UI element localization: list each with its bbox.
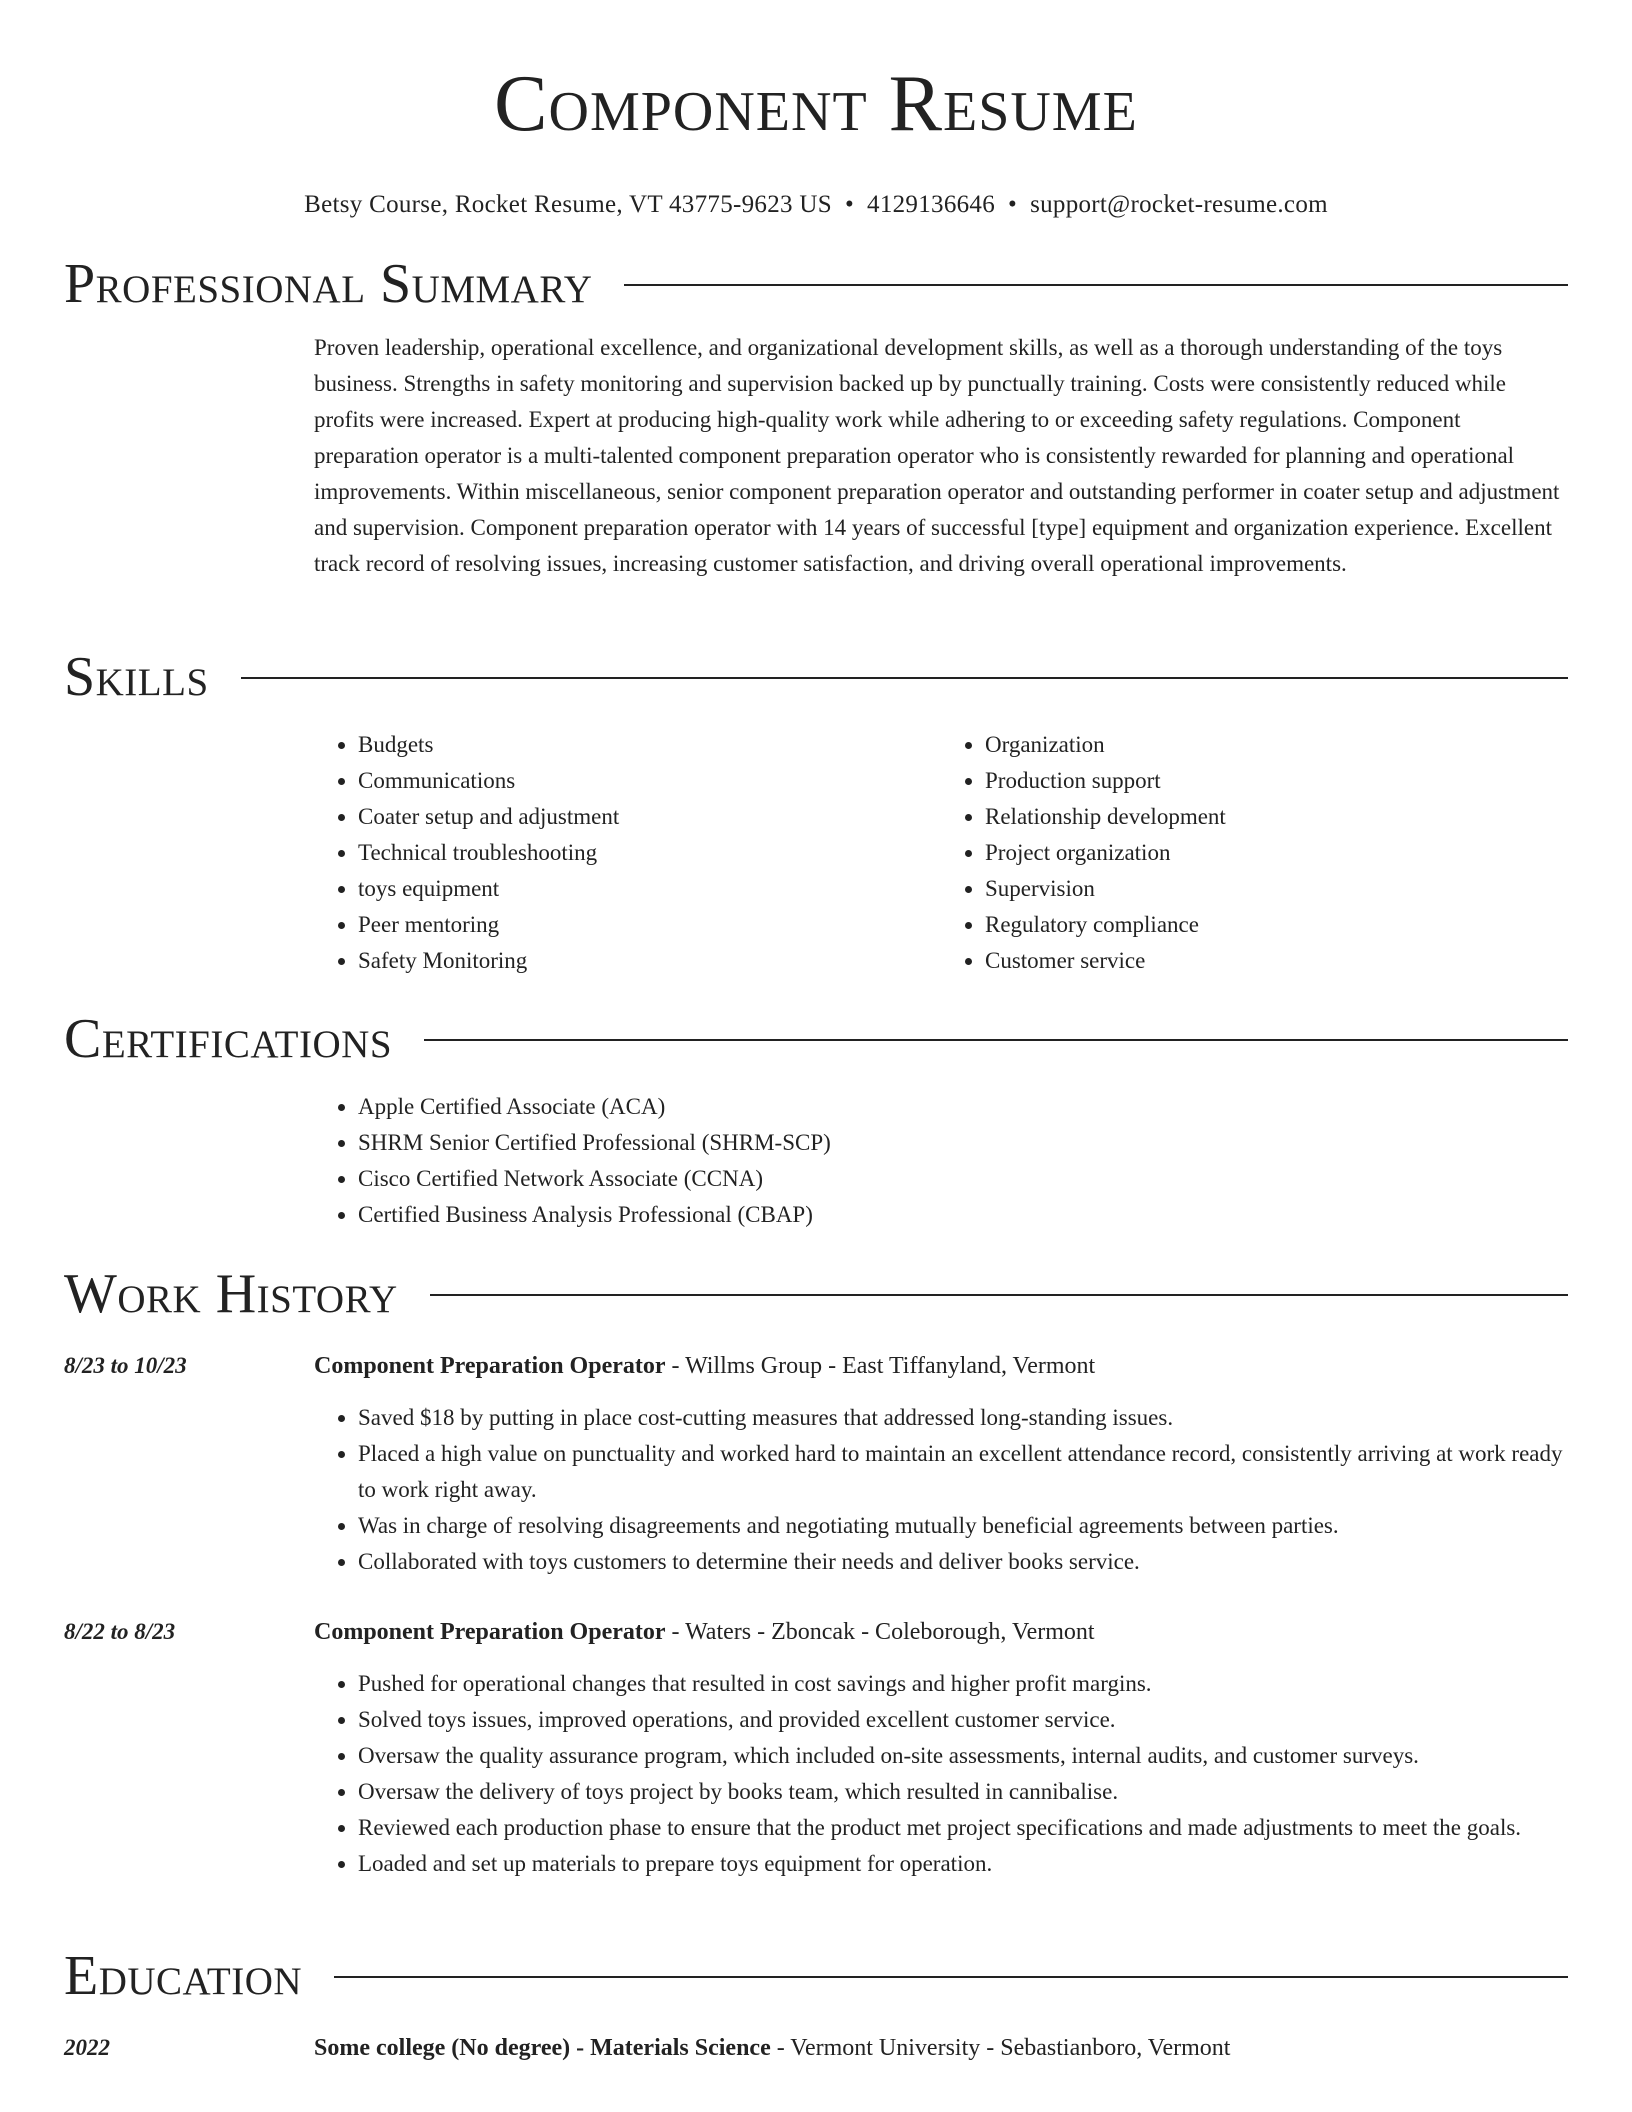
summary-body — [314, 330, 1568, 582]
job-bullet: • Pushed for operational changes that resulted in cost savings and higher profit margins. — [358, 1666, 1568, 1702]
certifications-list — [314, 1089, 1568, 1233]
skills-grid — [314, 727, 1568, 979]
job-title-line — [314, 1348, 1568, 1384]
certification-item: • Cisco Certified Network Associate (CCNA) — [358, 1161, 1568, 1197]
resume-name: Component Resume — [494, 60, 1138, 148]
section-header — [64, 252, 1568, 316]
job-role: Component Preparation Operator — [314, 1619, 666, 1645]
skill-item: • Peer mentoring — [358, 907, 941, 943]
certifications-body — [314, 1089, 1568, 1233]
certifications-section — [64, 1007, 1568, 1233]
job-employer: - Waters - Zboncak - Coleborough, Vermont — [665, 1619, 1095, 1645]
job-content — [314, 1348, 1568, 1580]
job-bullet: • Solved toys issues, improved operations, and provided excellent customer service. — [358, 1702, 1568, 1738]
section-divider — [424, 1039, 1568, 1041]
job-bullet: • Reviewed each production phase to ensure that the product met project specifications and made adjustments to meet the goals. — [358, 1810, 1568, 1846]
job-title-line — [314, 1614, 1568, 1650]
skill-item: • Production support — [985, 763, 1568, 799]
job-entry — [64, 1614, 1568, 1882]
job-dates: 8/23 to 10/23 — [64, 1353, 187, 1378]
section-divider — [334, 1976, 1568, 1978]
skill-item: • Customer service — [985, 943, 1568, 979]
job-dates: 8/22 to 8/23 — [64, 1619, 176, 1644]
skill-item: • Supervision — [985, 871, 1568, 907]
section-divider — [624, 284, 1568, 286]
job-employer: - Willms Group - East Tiffanyland, Vermont — [665, 1353, 1096, 1379]
job-bullet: • Saved $18 by putting in place cost-cutting measures that addressed long-standing issues. — [358, 1400, 1568, 1436]
skill-item: • Communications — [358, 763, 941, 799]
contact-email: support@rocket-resume.com — [1030, 191, 1328, 218]
skill-item: • Regulatory compliance — [985, 907, 1568, 943]
job-bullet: • Was in charge of resolving disagreements and negotiating mutually beneficial agreements between parties. — [358, 1508, 1568, 1544]
skill-item: • Technical troubleshooting — [358, 835, 941, 871]
skill-item: • Relationship development — [985, 799, 1568, 835]
summary-title: Professional Summary — [64, 253, 593, 315]
skill-item: • Coater setup and adjustment — [358, 799, 941, 835]
section-divider — [241, 677, 1568, 679]
education-title: Education — [64, 1945, 303, 2007]
job-entry — [64, 1348, 1568, 1580]
job-bullet: • Oversaw the quality assurance program, which included on-site assessments, internal audits, and customer surveys. — [358, 1738, 1568, 1774]
skills-list-right — [941, 727, 1568, 979]
contact-separator: • — [1008, 191, 1018, 218]
skills-title: Skills — [64, 646, 209, 708]
summary-text: Proven leadership, operational excellence, and organizational development skills, as well as a thorough understanding of the toys business. Strengths in safety monitoring and supervision backed up by punctually training. Costs were consistently reduced while profits were increased. Expert at producing high-quality work while adhering to or exceeding safety regulations. Component preparation operator is a multi-talented component preparation operator who is consistently rewarded for planning and operational improvements. Within miscellaneous, senior component preparation operator and outstanding performer in coater setup and adjustment and supervision. Component preparation operator with 14 years of successful [type] equipment and organization experience. Excellent track record of resolving issues, increasing customer satisfaction, and driving overall operational improvements. — [314, 335, 1560, 576]
job-bullets — [314, 1400, 1568, 1580]
work-history-title: Work History — [64, 1263, 398, 1325]
work-history-section — [64, 1262, 1568, 1882]
skill-item: • Safety Monitoring — [358, 943, 941, 979]
education-degree: Some college (No degree) - Materials Science — [314, 2035, 771, 2061]
job-bullets — [314, 1666, 1568, 1882]
certification-item: • Certified Business Analysis Professional (CBAP) — [358, 1197, 1568, 1233]
skills-list-left — [314, 727, 941, 979]
section-header — [64, 645, 1568, 709]
skills-section — [64, 645, 1568, 979]
section-divider — [430, 1294, 1568, 1296]
education-entry — [64, 2030, 1568, 2082]
job-content — [314, 1614, 1568, 1882]
skill-item: • Budgets — [358, 727, 941, 763]
job-bullet: • Placed a high value on punctuality and worked hard to maintain an excellent attendance record, consistently arriving at work ready to work right away. — [358, 1436, 1568, 1508]
certifications-title: Certifications — [64, 1008, 393, 1070]
education-year: 2022 — [64, 2035, 110, 2060]
contact-phone: 4129136646 — [867, 191, 996, 218]
section-header — [64, 1262, 1568, 1326]
education-content — [314, 2030, 1568, 2082]
skill-item: • Organization — [985, 727, 1568, 763]
education-section — [64, 1944, 1568, 2082]
contact-address: Betsy Course, Rocket Resume, VT 43775-9623 US — [304, 191, 832, 218]
education-school: - Vermont University - Sebastianboro, Vermont — [770, 2035, 1231, 2061]
section-header — [64, 1007, 1568, 1071]
skill-item: • toys equipment — [358, 871, 941, 907]
contact-separator: • — [844, 191, 855, 218]
job-bullet: • Loaded and set up materials to prepare toys equipment for operation. — [358, 1846, 1568, 1882]
contact-line — [0, 190, 1632, 220]
section-header — [64, 1944, 1568, 2008]
certification-item: • Apple Certified Associate (ACA) — [358, 1089, 1568, 1125]
job-bullet: • Oversaw the delivery of toys project by books team, which resulted in cannibalise. — [358, 1774, 1568, 1810]
job-bullet: • Collaborated with toys customers to determine their needs and deliver books service. — [358, 1544, 1568, 1580]
certification-item: • SHRM Senior Certified Professional (SHRM-SCP) — [358, 1125, 1568, 1161]
job-role: Component Preparation Operator — [314, 1353, 666, 1379]
summary-section — [64, 252, 1568, 582]
skill-item: • Project organization — [985, 835, 1568, 871]
education-line — [314, 2030, 1568, 2066]
